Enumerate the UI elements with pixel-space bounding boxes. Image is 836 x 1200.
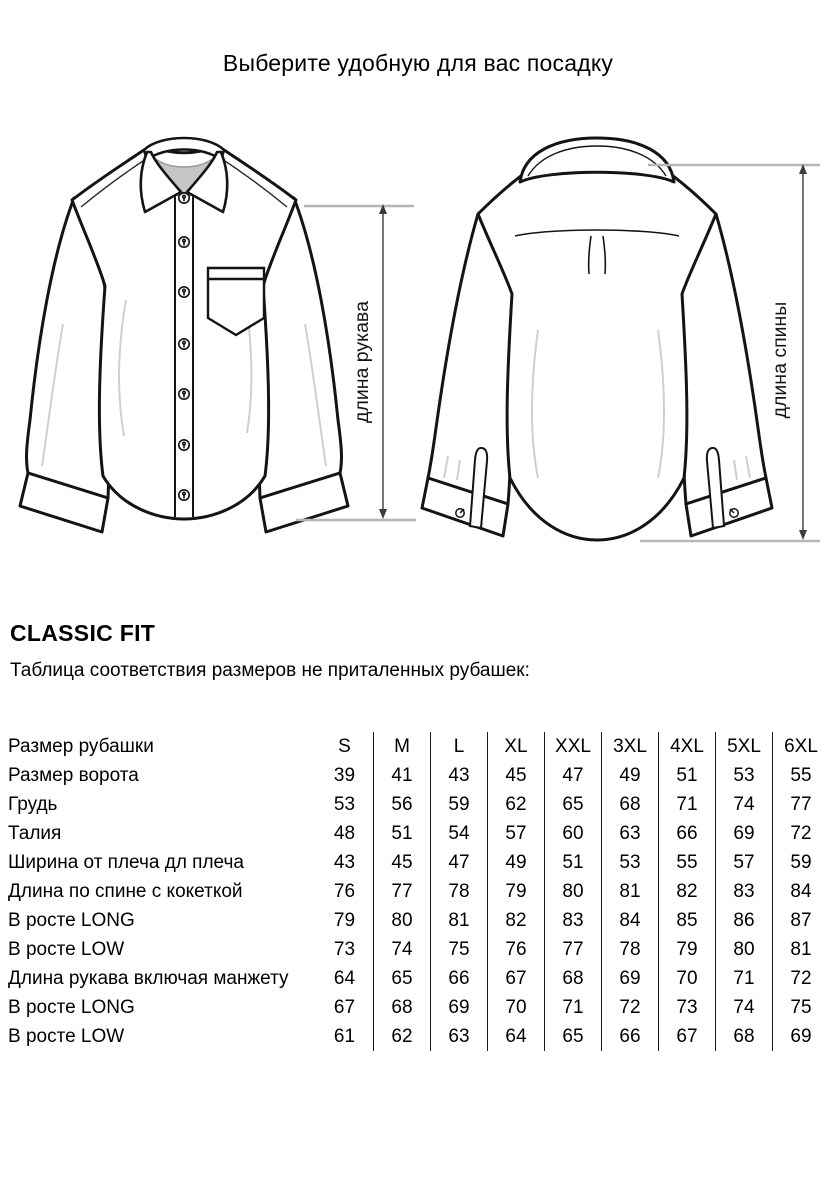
size-column-header: M xyxy=(373,732,430,761)
size-value-cell: 62 xyxy=(487,790,544,819)
size-value-cell: 82 xyxy=(658,877,715,906)
size-column-header: XL xyxy=(487,732,544,761)
table-caption: Таблица соответствия размеров не приталенных рубашек: xyxy=(10,660,530,681)
size-column-header: 6XL xyxy=(772,732,829,761)
size-value-cell: 85 xyxy=(658,906,715,935)
size-value-cell: 74 xyxy=(373,935,430,964)
front-shirt-illustration xyxy=(8,128,360,546)
size-value-cell: 57 xyxy=(487,819,544,848)
size-value-cell: 77 xyxy=(544,935,601,964)
row-label: В росте LONG xyxy=(8,910,135,931)
size-value-cell: 74 xyxy=(715,993,772,1022)
size-value-cell: 83 xyxy=(544,906,601,935)
size-value-cell: 64 xyxy=(487,1022,544,1051)
back-length-label: длина спины xyxy=(769,301,791,419)
table-header-label: Размер рубашки xyxy=(8,736,154,757)
size-value-cell: 47 xyxy=(544,761,601,790)
size-value-cell: 81 xyxy=(430,906,487,935)
back-shirt-illustration xyxy=(420,130,776,550)
size-value-cell: 51 xyxy=(658,761,715,790)
size-value-cell: 69 xyxy=(430,993,487,1022)
size-value-cell: 67 xyxy=(487,964,544,993)
size-value-cell: 68 xyxy=(373,993,430,1022)
size-value-cell: 78 xyxy=(430,877,487,906)
size-value-cell: 83 xyxy=(715,877,772,906)
page-title: Выберите удобную для вас посадку xyxy=(222,50,614,76)
size-value-cell: 64 xyxy=(333,968,356,989)
arrow-down-icon xyxy=(379,509,387,519)
size-column-header: L xyxy=(430,732,487,761)
size-value-cell: 55 xyxy=(658,848,715,877)
size-value-cell: 80 xyxy=(373,906,430,935)
size-value-cell: 63 xyxy=(430,1022,487,1051)
size-value-cell: 70 xyxy=(487,993,544,1022)
table-row xyxy=(8,790,829,819)
size-value-cell: 53 xyxy=(715,761,772,790)
size-value-cell: 39 xyxy=(333,765,356,786)
size-value-cell: 72 xyxy=(772,819,829,848)
size-value-cell: 55 xyxy=(772,761,829,790)
back-body xyxy=(478,160,716,540)
size-value-cell: 60 xyxy=(544,819,601,848)
size-value-cell: 41 xyxy=(373,761,430,790)
size-table xyxy=(8,732,829,1051)
size-value-cell: 51 xyxy=(544,848,601,877)
size-value-cell: 67 xyxy=(658,1022,715,1051)
size-value-cell: 66 xyxy=(601,1022,658,1051)
size-column-header: 3XL xyxy=(601,732,658,761)
size-value-cell: 71 xyxy=(715,964,772,993)
size-value-cell: 76 xyxy=(333,881,356,902)
row-label: В росте LOW xyxy=(8,1026,125,1047)
size-value-cell: 45 xyxy=(487,761,544,790)
size-column-header: S xyxy=(338,736,351,757)
size-value-cell: 61 xyxy=(333,1026,356,1047)
size-value-cell: 84 xyxy=(772,877,829,906)
size-value-cell: 45 xyxy=(373,848,430,877)
size-value-cell: 59 xyxy=(430,790,487,819)
row-label: Ширина от плеча дл плеча xyxy=(8,852,244,873)
row-label: Грудь xyxy=(8,794,58,815)
row-label: Размер ворота xyxy=(8,765,139,786)
size-value-cell: 51 xyxy=(373,819,430,848)
size-value-cell: 53 xyxy=(333,794,356,815)
row-label: Длина по спине с кокеткой xyxy=(8,881,243,902)
size-value-cell: 71 xyxy=(658,790,715,819)
size-value-cell: 78 xyxy=(601,935,658,964)
size-column-header: 5XL xyxy=(715,732,772,761)
row-label: В росте LONG xyxy=(8,997,135,1018)
sleeve-length-label: длина рукава xyxy=(351,301,373,423)
size-value-cell: 79 xyxy=(487,877,544,906)
size-value-cell: 75 xyxy=(430,935,487,964)
size-value-cell: 70 xyxy=(658,964,715,993)
size-value-cell: 65 xyxy=(373,964,430,993)
table-row xyxy=(8,964,829,993)
size-value-cell: 59 xyxy=(772,848,829,877)
size-column-header: 4XL xyxy=(658,732,715,761)
size-value-cell: 54 xyxy=(430,819,487,848)
size-value-cell: 69 xyxy=(772,1022,829,1051)
size-value-cell: 86 xyxy=(715,906,772,935)
row-label: В росте LOW xyxy=(8,939,125,960)
table-header-row xyxy=(8,732,829,761)
size-value-cell: 74 xyxy=(715,790,772,819)
size-value-cell: 71 xyxy=(544,993,601,1022)
size-value-cell: 77 xyxy=(772,790,829,819)
size-value-cell: 82 xyxy=(487,906,544,935)
arrow-up-icon xyxy=(379,204,387,214)
size-value-cell: 77 xyxy=(373,877,430,906)
table-row xyxy=(8,1022,829,1051)
size-value-cell: 68 xyxy=(544,964,601,993)
size-value-cell: 57 xyxy=(715,848,772,877)
size-value-cell: 56 xyxy=(373,790,430,819)
table-row xyxy=(8,906,829,935)
size-value-cell: 81 xyxy=(601,877,658,906)
size-value-cell: 69 xyxy=(601,964,658,993)
size-value-cell: 53 xyxy=(601,848,658,877)
classic-fit-heading: CLASSIC FIT xyxy=(10,620,156,646)
size-value-cell: 68 xyxy=(601,790,658,819)
size-value-cell: 65 xyxy=(544,1022,601,1051)
size-value-cell: 63 xyxy=(601,819,658,848)
size-value-cell: 66 xyxy=(430,964,487,993)
row-label: Талия xyxy=(8,823,62,844)
size-column-header: XXL xyxy=(544,732,601,761)
size-value-cell: 43 xyxy=(430,761,487,790)
size-value-cell: 47 xyxy=(430,848,487,877)
size-value-cell: 48 xyxy=(333,823,356,844)
arrow-down-icon xyxy=(799,530,807,540)
size-value-cell: 69 xyxy=(715,819,772,848)
size-value-cell: 68 xyxy=(715,1022,772,1051)
arrow-up-icon xyxy=(799,164,807,174)
table-row xyxy=(8,819,829,848)
size-value-cell: 66 xyxy=(658,819,715,848)
size-value-cell: 84 xyxy=(601,906,658,935)
size-value-cell: 81 xyxy=(772,935,829,964)
size-value-cell: 75 xyxy=(772,993,829,1022)
size-value-cell: 62 xyxy=(373,1022,430,1051)
size-value-cell: 79 xyxy=(333,910,356,931)
size-value-cell: 80 xyxy=(715,935,772,964)
size-value-cell: 72 xyxy=(772,964,829,993)
size-value-cell: 73 xyxy=(333,939,356,960)
size-value-cell: 76 xyxy=(487,935,544,964)
row-label: Длина рукава включая манжету xyxy=(8,968,289,989)
size-value-cell: 67 xyxy=(333,997,356,1018)
size-value-cell: 73 xyxy=(658,993,715,1022)
size-value-cell: 80 xyxy=(544,877,601,906)
size-value-cell: 72 xyxy=(601,993,658,1022)
size-value-cell: 65 xyxy=(544,790,601,819)
table-row xyxy=(8,993,829,1022)
table-row xyxy=(8,761,829,790)
size-value-cell: 49 xyxy=(487,848,544,877)
table-row xyxy=(8,877,829,906)
table-row xyxy=(8,935,829,964)
size-value-cell: 49 xyxy=(601,761,658,790)
size-value-cell: 43 xyxy=(333,852,356,873)
size-value-cell: 87 xyxy=(772,906,829,935)
size-value-cell: 79 xyxy=(658,935,715,964)
table-row xyxy=(8,848,829,877)
